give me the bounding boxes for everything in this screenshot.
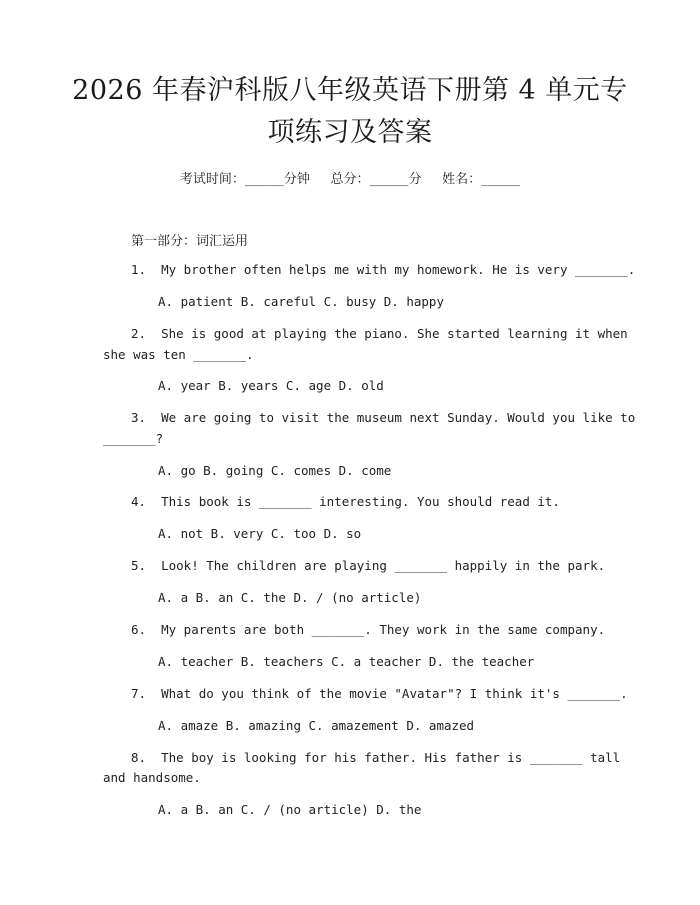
question-8-text: 8. The boy is looking for his father. His father is _______ tall	[131, 750, 621, 765]
question-6-text: 6. My parents are both _______. They work in the same company.	[131, 622, 606, 637]
exam-info-line: 考试时间：______分钟 总分：______分 姓名：______	[179, 172, 521, 187]
question-7-text: 7. What do you think of the movie "Avatar"? I think it's _______.	[131, 686, 628, 701]
question-2-options: A. year B. years C. age D. old	[158, 378, 384, 393]
question-4-options: A. not B. very C. too D. so	[158, 526, 362, 541]
question-1-options: A. patient B. careful C. busy D. happy	[158, 294, 444, 309]
question-7-options: A. amaze B. amazing C. amazement D. amazed	[158, 718, 475, 733]
question-4-text: 4. This book is _______ interesting. You should read it.	[131, 494, 560, 509]
question-6-options: A. teacher B. teachers C. a teacher D. the teacher	[158, 654, 535, 669]
question-5-text: 5. Look! The children are playing _______ happily in the park.	[131, 558, 606, 573]
title-line-1: 2026 年春沪科版八年级英语下册第 4 单元专	[72, 75, 628, 106]
question-2-text-continued: she was ten _______.	[103, 347, 254, 362]
question-3-options: A. go B. going C. comes D. come	[158, 463, 392, 478]
document-title	[70, 70, 630, 154]
section-heading: 第一部分：词汇运用	[131, 234, 249, 249]
question-3-text-continued: _______?	[103, 431, 164, 446]
question-8-text-continued: and handsome.	[103, 770, 201, 785]
question-5-options: A. a B. an C. the D. / (no article)	[158, 590, 422, 605]
question-3-text: 3. We are going to visit the museum next Sunday. Would you like to	[131, 410, 636, 425]
question-1-text: 1. My brother often helps me with my homework. He is very _______.	[131, 262, 636, 277]
title-line-2: 项练习及答案	[267, 117, 433, 148]
question-2-text: 2. She is good at playing the piano. She started learning it when	[131, 326, 628, 341]
question-8-options: A. a B. an C. / (no article) D. the	[158, 802, 422, 817]
